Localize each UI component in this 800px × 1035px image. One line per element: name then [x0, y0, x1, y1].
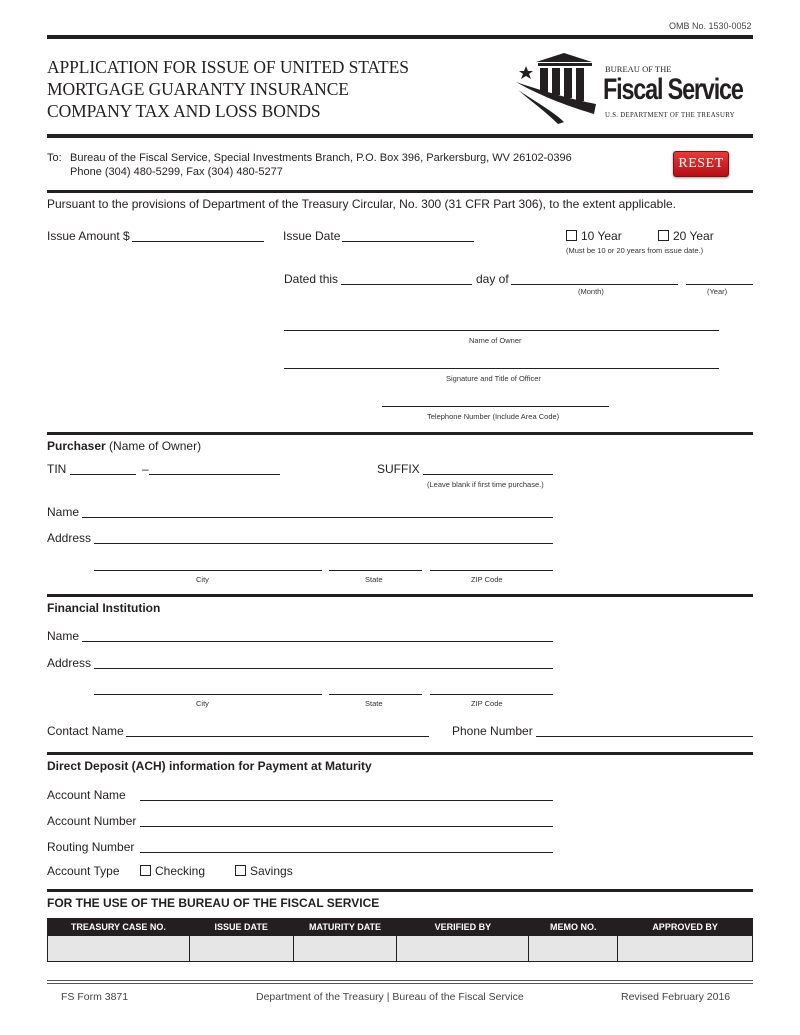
header-top-rule	[47, 35, 753, 39]
col-memo-no: MEMO NO.	[529, 918, 618, 936]
logo-small-caption: BUREAU OF THE	[605, 64, 672, 74]
memo-no-cell	[529, 936, 618, 961]
footer-department: Department of the Treasury | Bureau of the Fiscal Service	[256, 991, 524, 1003]
fi-city-input[interactable]	[94, 681, 322, 695]
issue-amount-label: Issue Amount $	[47, 229, 130, 243]
dated-this-label: Dated this	[284, 272, 339, 286]
tin-dash: –	[142, 462, 149, 476]
fi-state-caption: State	[365, 699, 383, 708]
col-issue-date: ISSUE DATE	[189, 918, 293, 936]
account-name-input[interactable]	[140, 787, 553, 801]
purchaser-name-label: Name	[47, 505, 80, 519]
term-10-year-checkbox[interactable]	[566, 230, 577, 241]
approved-by-cell	[618, 936, 753, 961]
direct-deposit-heading: Direct Deposit (ACH) information for Payment at Maturity	[47, 759, 372, 773]
purchaser-state-input[interactable]	[329, 557, 422, 571]
revised-date: Revised February 2016	[621, 991, 731, 1003]
fiscal-service-logo	[514, 50, 754, 124]
maturity-date-cell	[293, 936, 397, 961]
term-20-year-option[interactable]	[658, 229, 714, 243]
term-10-year-label: 10 Year	[581, 229, 622, 243]
col-verified-by: VERIFIED BY	[397, 918, 529, 936]
term-20-year-checkbox[interactable]	[658, 230, 669, 241]
checking-label: Checking	[155, 864, 206, 878]
purchaser-city-input[interactable]	[94, 557, 322, 571]
year-caption: (Year)	[707, 287, 728, 296]
footer-rule-2	[47, 983, 753, 984]
purchaser-address-input[interactable]	[94, 530, 553, 544]
month-caption: (Month)	[578, 287, 604, 296]
account-number-input[interactable]	[140, 813, 553, 827]
purchaser-state-caption: State	[365, 575, 383, 584]
purchaser-city-caption: City	[196, 575, 209, 584]
issue-date-input[interactable]	[342, 228, 474, 242]
logo-sub-caption: U.S. DEPARTMENT OF THE TREASURY	[605, 112, 735, 119]
fi-contact-label: Contact Name	[47, 724, 124, 738]
direct-deposit-rule	[47, 752, 753, 755]
purchaser-heading-rest: (Name of Owner)	[105, 439, 202, 453]
dated-year-input[interactable]	[686, 271, 753, 285]
fi-address-input[interactable]	[94, 655, 553, 669]
term-note: (Must be 10 or 20 years from issue date.)	[566, 246, 704, 255]
logo-name: Fiscal Service	[603, 73, 743, 106]
omb-number: OMB No. 1530-0052	[669, 21, 752, 31]
term-20-year-label: 20 Year	[673, 229, 714, 243]
account-name-label: Account Name	[47, 788, 126, 802]
fi-phone-label: Phone Number	[452, 724, 533, 738]
tin-prefix-input[interactable]	[70, 461, 136, 475]
verified-by-cell	[397, 936, 529, 961]
purchaser-heading	[47, 439, 201, 453]
suffix-label: SUFFIX	[377, 462, 420, 476]
authority-text: Pursuant to the provisions of Department of the Treasury Circular, No. 300 (31 CFR Part 306), to the extent applicable.	[47, 197, 676, 211]
routing-number-label: Routing Number	[47, 840, 135, 854]
purchaser-zip-input[interactable]	[430, 557, 553, 571]
term-10-year-option[interactable]	[566, 229, 622, 243]
dated-month-input[interactable]	[511, 271, 678, 285]
to-label: To:	[47, 152, 62, 164]
issue-date-cell	[189, 936, 293, 961]
account-number-label: Account Number	[47, 814, 137, 828]
title-line-3: COMPANY TAX AND LOSS BONDS	[47, 101, 321, 121]
officer-signature-caption: Signature and Title of Officer	[446, 374, 541, 383]
account-type-savings-option[interactable]	[235, 864, 293, 878]
suffix-input[interactable]	[423, 461, 553, 475]
account-type-label: Account Type	[47, 864, 120, 878]
title-line-1: APPLICATION FOR ISSUE OF UNITED STATES	[47, 57, 409, 77]
fi-zip-input[interactable]	[430, 681, 553, 695]
telephone-caption: Telephone Number (Include Area Code)	[427, 412, 560, 421]
owner-name-caption: Name of Owner	[469, 336, 522, 345]
purchaser-name-input[interactable]	[82, 504, 553, 518]
table-row	[48, 936, 753, 961]
day-of-label: day of	[476, 272, 509, 286]
tin-suffix-input[interactable]	[149, 461, 280, 475]
col-maturity-date: MATURITY DATE	[293, 918, 397, 936]
col-approved-by: APPROVED BY	[618, 918, 753, 936]
bureau-use-table	[47, 918, 753, 962]
addressee-line-2: Phone (304) 480-5299, Fax (304) 480-5277	[70, 166, 283, 178]
fi-name-label: Name	[47, 629, 80, 643]
bureau-use-rule	[47, 889, 753, 892]
savings-label: Savings	[250, 864, 293, 878]
issue-date-label: Issue Date	[283, 229, 341, 243]
page-title	[47, 56, 409, 122]
col-treasury-case-no: TREASURY CASE NO.	[48, 918, 190, 936]
checking-checkbox[interactable]	[140, 865, 151, 876]
form-number: FS Form 3871	[61, 991, 129, 1003]
officer-signature-input[interactable]	[284, 355, 719, 369]
issue-amount-input[interactable]	[132, 228, 264, 242]
owner-name-input[interactable]	[284, 317, 719, 331]
addressee-rule	[47, 190, 753, 193]
purchaser-heading-bold: Purchaser	[47, 439, 106, 453]
savings-checkbox[interactable]	[235, 865, 246, 876]
telephone-input[interactable]	[382, 393, 609, 407]
fi-zip-caption: ZIP Code	[471, 699, 503, 708]
suffix-note: (Leave blank if first time purchase.)	[427, 480, 544, 489]
fi-address-label: Address	[47, 656, 92, 670]
financial-institution-heading: Financial Institution	[47, 601, 161, 615]
fi-phone-input[interactable]	[536, 723, 753, 737]
reset-button[interactable]: RESET	[673, 151, 729, 177]
fi-city-caption: City	[196, 699, 209, 708]
purchaser-address-label: Address	[47, 531, 92, 545]
financial-institution-rule	[47, 594, 753, 597]
fi-name-input[interactable]	[82, 628, 553, 642]
bureau-use-heading: FOR THE USE OF THE BUREAU OF THE FISCAL SERVICE	[47, 896, 380, 910]
footer-rule-1	[47, 980, 753, 981]
fi-state-input[interactable]	[329, 681, 422, 695]
purchaser-rule	[47, 432, 753, 435]
tin-label: TIN	[47, 462, 67, 476]
fi-contact-input[interactable]	[126, 723, 429, 737]
header-bottom-rule	[47, 134, 753, 138]
title-line-2: MORTGAGE GUARANTY INSURANCE	[47, 79, 349, 99]
dated-day-input[interactable]	[341, 271, 472, 285]
routing-number-input[interactable]	[140, 839, 553, 853]
treasury-building-star-icon	[514, 50, 602, 124]
bureau-use-header-row	[48, 918, 753, 936]
addressee-line-1: Bureau of the Fiscal Service, Special Investments Branch, P.O. Box 396, Parkersburg, WV 26102-0396	[70, 152, 572, 164]
account-type-checking-option[interactable]	[140, 864, 205, 878]
purchaser-zip-caption: ZIP Code	[471, 575, 503, 584]
treasury-case-no-cell	[48, 936, 190, 961]
